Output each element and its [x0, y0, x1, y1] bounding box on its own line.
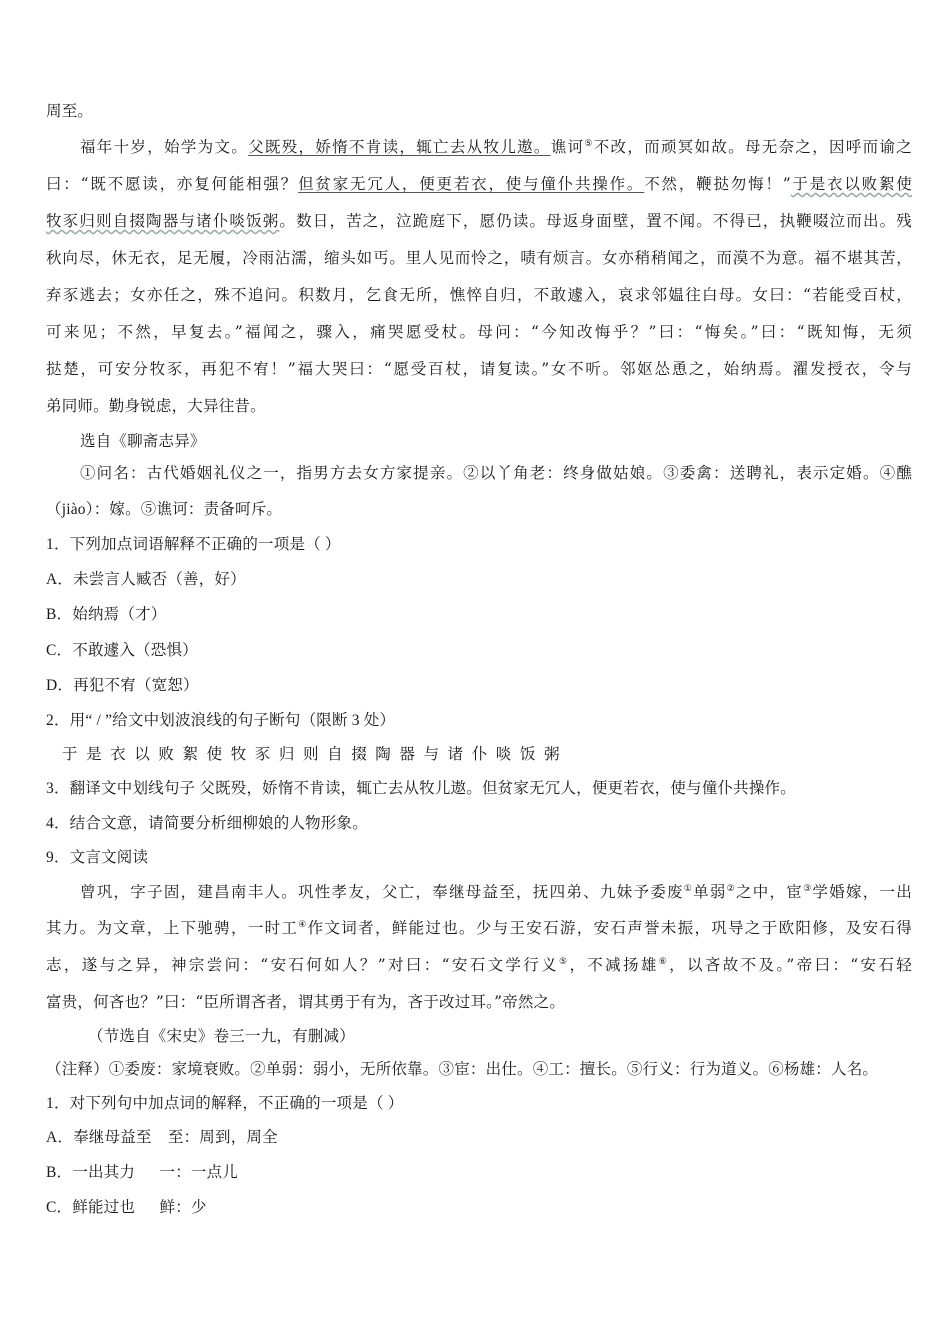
passage-line: 福年十岁，始学为文。父既殁，娇惰不肯读，辄亡去从牧儿遨。谯诃⑤不改，而顽冥如故。母无奈之，因呼而谕之 [80, 138, 912, 156]
footnotes: （jiào）：嫁。⑤谯诃：责备呵斥。 [46, 501, 283, 518]
option-a: A．未尝言人臧否（善，好） [46, 571, 246, 588]
passage-line: 曾巩，字子固，建昌南丰人。巩性孝友，父亡，奉继母益至，抚四弟、九妹予委废①单弱②之中，宦③学婚嫁，一出 [80, 883, 912, 901]
section-9-question-1: 1．对下列句中加点词的解释，不正确的一项是（ ） [46, 1095, 404, 1112]
option-c: C．不敢遽入（恐惧） [46, 642, 198, 659]
question-3: 3．翻译文中划线句子 父既殁，娇惰不肯读，辄亡去从牧儿遨。但贫家无冗人，便更若衣，使与僮仆共操作。 [46, 780, 796, 797]
option-d: D．再犯不宥（宽恕） [46, 677, 199, 694]
passage-line: 弃豕逃去；女亦任之，殊不追问。积数月，乞食无所，憔悴自归，不敢遽入，哀求邻媪往白母。女曰：“若能受百杖， [46, 286, 912, 304]
question-1: 1．下列加点词语解释不正确的一项是（ ） [46, 536, 341, 553]
source-citation: （节选自《宋史》卷三一九，有删减） [88, 1027, 355, 1045]
option-c: C．鲜能过也 鲜：少 [46, 1199, 207, 1216]
section-9-title: 9．文言文阅读 [46, 849, 149, 866]
question-2: 2．用“ / ”给文中划波浪线的句子断句（限断 3 处） [46, 712, 396, 729]
passage-line: 富贵，何吝也？”曰：“臣所谓吝者，谓其勇于有为，吝于改过耳。”帝然之。 [46, 993, 566, 1011]
option-b: B．始纳焉（才） [46, 606, 167, 623]
passage-line: 曰：“既不愿读，亦复何能相强？但贫家无冗人，便更若衣，使与僮仆共操作。不然，鞭挞勿悔！”于是衣以败絮使 [46, 175, 912, 193]
passage-line: 挞楚，可安分牧豕，再犯不宥！”福大哭曰：“愿受百杖，请复读。”女不听。邻妪怂恿之，始纳焉。濯发授衣，令与 [46, 360, 912, 378]
footnotes: （注释）①委废：家境衰败。②单弱：弱小，无所依靠。③宦：出仕。④工：擅长。⑤行义：行为道义。⑥杨雄：人名。 [46, 1061, 879, 1078]
wavy-underlined-sentence: 于是衣以败絮使 [790, 175, 912, 193]
question-4: 4．结合文意，请简要分析细柳娘的人物形象。 [46, 815, 368, 832]
wavy-underlined-sentence: 牧豕归则自掇陶器与诸仆啖饭粥 [46, 212, 280, 230]
footnote-marker: ⑤ [584, 139, 594, 149]
underlined-sentence-1: 父既殁，娇惰不肯读，辄亡去从牧儿遨。 [248, 138, 551, 156]
underlined-sentence-2: 但贫家无冗人，便更若衣，使与僮仆共操作。 [298, 175, 645, 193]
option-a: A．奉继母益至 至：周到，周全 [46, 1129, 278, 1146]
footnotes: ①问名：古代婚姻礼仪之一，指男方去女方家提亲。②以丫角老：终身做姑娘。③委禽：送聘礼，表示定婚。④醮 [80, 465, 912, 482]
passage-line: 秋向尽，休无衣，足无履，冷雨沾濡，缩头如丐。里人见而怜之，啧有烦言。女亦稍稍闻之，而漠不为意。福不堪其苦， [46, 249, 912, 267]
question-2-sentence: 于是衣以败絮使牧豕归则自掇陶器与诸仆啖饭粥 [62, 746, 569, 763]
passage-line: 志，遂与之异，神宗尝问：“安石何如人？”对曰：“安石文学行义⑤，不减扬雄⑥，以吝故不及。”帝曰：“安石轻 [46, 956, 912, 974]
passage-line: 其力。为文章，上下驰骋，一时工④作文词者，鲜能过也。少与王安石游，安石声誉未振，巩导之于欧阳修，及安石得 [46, 919, 912, 937]
passage-line: 弟同师。勤身锐虑，大异往昔。 [46, 397, 266, 415]
passage-line: 可来见；不然，早复去。”福闻之，骤入，痛哭愿受杖。母问：“今知改悔乎？”曰：“悔矣。”曰：“既知悔，无须 [46, 323, 912, 341]
option-b: B．一出其力 一：一点儿 [46, 1164, 238, 1181]
passage-line: 周至。 [46, 102, 94, 120]
source-citation: 选自《聊斋志异》 [80, 432, 206, 450]
passage-line: 牧豕归则自掇陶器与诸仆啖饭粥。数日，苦之，泣跪庭下，愿仍读。母返身面壁，置不闻。不得已，执鞭啜泣而出。残 [46, 212, 912, 230]
